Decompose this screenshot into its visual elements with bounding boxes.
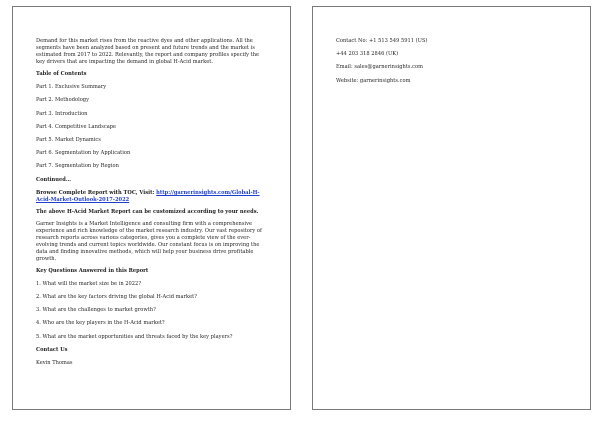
toc-item: Part 2. Methodology [36, 97, 89, 104]
contact-website: Website: garnerinsights.com [336, 77, 411, 84]
document-page-left [12, 6, 291, 410]
document-page-right [312, 6, 591, 410]
about-paragraph: Garner Insights is a Market Intelligence and consulting firm with a comprehensive experience and rich knowledge of the market research industry. Our vast repository of research reports across various categories, gives you a complete view of the ever-evolving trends and current topics worldwide. Our constant focus is on improving the data and finding innovative methods, which will help your business drive profitable growth. [36, 220, 262, 262]
toc-item: Part 7. Segmentation by Region [36, 163, 119, 170]
toc-item: Part 5. Market Dynamics [36, 136, 101, 143]
question-item: 3. What are the challenges to market growth? [36, 307, 156, 314]
browse-report-line [36, 190, 268, 204]
contact-heading: Contact Us [36, 346, 68, 353]
browse-report-prefix: Browse Complete Report with TOC, Visit: [36, 189, 157, 196]
toc-item: Part 1. Exclusive Summary [36, 84, 107, 91]
contact-email: Email: sales@garnerinsights.com [336, 64, 423, 71]
intro-paragraph: Demand for this market rises from the reactive dyes and other applications. All the segments have been analyzed based on present and future trends and the market is estimated from 2017 to 2022. Relevantly, the report and company profiles specify the key drivers that are impacting the demand in global H-Acid market. [36, 38, 260, 65]
report-link[interactable]: http://garnerinsights.com/Global-H-Acid-Market-Outlook-2017-2022 [36, 189, 260, 203]
contact-name: Kevin Thomas [36, 360, 73, 366]
toc-heading: Table of Contents [36, 71, 87, 77]
continued-label: Continued… [36, 176, 71, 183]
contact-phone-us: Contact No: +1 513 549 5911 (US) [336, 38, 428, 44]
contact-phone-uk: +44 203 318 2846 (UK) [336, 51, 399, 58]
page-left-content [36, 38, 268, 367]
questions-heading: Key Questions Answered in this Report [36, 267, 149, 274]
customize-note: The above H-Acid Market Report can be customized according to your needs. [36, 208, 259, 215]
toc-item: Part 3. Introduction [36, 110, 88, 117]
page-right-content [336, 38, 536, 85]
question-item: 2. What are the key factors driving the global H-Acid market? [36, 294, 197, 301]
question-item: 1. What will the market size be in 2022? [36, 280, 142, 287]
toc-item: Part 6. Segmentation by Application [36, 150, 131, 157]
question-item: 4. Who are the key players in the H-Acid market? [36, 320, 165, 327]
toc-item: Part 4. Competitive Landscape [36, 123, 117, 130]
question-item: 5. What are the market opportunities and threats faced by the key players? [36, 333, 233, 340]
